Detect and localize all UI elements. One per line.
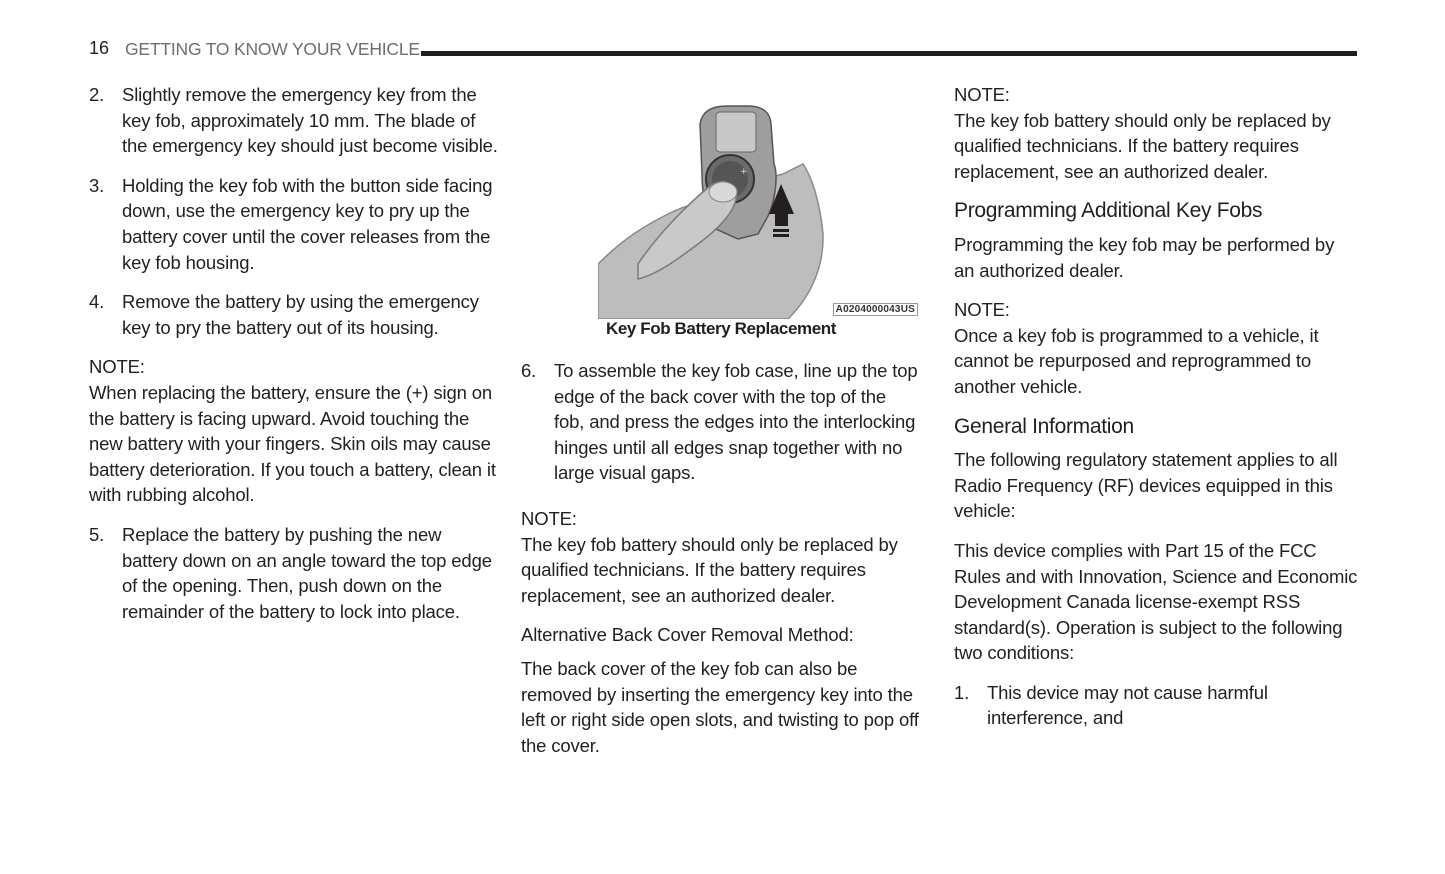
step-5 [89,522,499,624]
programming-heading: Programming Additional Key Fobs [954,199,1263,223]
column-2 [521,358,921,772]
note-reprogramming [954,297,1359,399]
step-number: 2. [89,84,105,105]
column-3 [954,82,1359,745]
step-6 [521,358,921,486]
alt-method-heading: Alternative Back Cover Removal Method: [521,624,854,646]
note-label: NOTE: [89,356,145,378]
step-2 [89,82,499,159]
step-text: Remove the battery by using the emergency key to pry the battery out of its housing. [122,291,479,338]
key-fob-battery-figure [598,104,920,319]
step-number: 1. [954,681,970,703]
step-number: 3. [89,174,105,196]
key-fob-hand-illustration-icon [598,104,920,319]
svg-text:+: + [740,167,748,177]
general-info-para-2: This device complies with Part 15 of the FCC Rules and with Innovation, Science and Economic Development Canada license-exempt RSS standard(s). Operation is subject to the following two conditions: [954,539,1358,664]
note-text: The key fob battery should only be replaced by qualified technicians. If the battery requires replacement, see an authorized dealer. [521,533,898,606]
general-info-para-1: The following regulatory statement applies to all Radio Frequency (RF) devices equipped in this vehicle: [954,449,1338,522]
step-number: 4. [89,291,105,313]
note-technicians-2 [954,82,1359,184]
programming-text: Programming the key fob may be performed by an authorized dealer. [954,233,1335,281]
page-number: 16 [89,38,110,58]
note-text: When replacing the battery, ensure the (+) sign on the battery is facing upward. Avoid touching the new battery with your fingers. Skin oils may cause battery deterioration. If you touch a battery, clean it with rubbing alcohol. [89,381,496,506]
step-number: 6. [521,360,537,381]
step-text: To assemble the key fob case, line up the top edge of the back cover with the top of the fob, and press the edges into the interlocking hinges until all edges snap together with no large visual gaps. [554,360,918,484]
step-4 [89,289,499,340]
alt-method-text: The back cover of the key fob can also be removed by inserting the emergency key into the left or right side open slots, and twisting to pop off the cover. [521,657,919,756]
section-title: GETTING TO KNOW YOUR VEHICLE [125,39,420,59]
step-3 [89,173,499,275]
figure-id: A0204000043US [833,303,918,316]
note-label: NOTE: [954,299,1010,321]
note-text: The key fob battery should only be replaced by qualified technicians. If the battery requires replacement, see an authorized dealer. [954,109,1331,182]
note-text: Once a key fob is programmed to a vehicle, it cannot be repurposed and reprogrammed to another vehicle. [954,324,1319,397]
page-header [89,38,1357,64]
note-label: NOTE: [521,507,577,529]
note-battery-handling [89,354,499,508]
general-info-heading: General Information [954,414,1134,438]
step-text: Holding the key fob with the button side facing down, use the emergency key to pry up the battery cover until the cover releases from the key fob housing. [122,174,493,273]
step-number: 5. [89,523,105,545]
step-text: Replace the battery by pushing the new battery down on an angle toward the top edge of the opening. Then, push down on the remainder of the battery to lock into place. [122,523,492,622]
step-text: This device may not cause harmful interference, and [987,681,1268,729]
note-label: NOTE: [954,84,1010,105]
step-text: Slightly remove the emergency key from the key fob, approximately 10 mm. The blade of the emergency key should just become visible. [122,84,498,157]
condition-1 [954,680,1359,731]
note-technicians [521,506,921,608]
figure-caption: Key Fob Battery Replacement [605,319,837,338]
header-rule [421,51,1357,56]
column-1 [89,82,499,638]
